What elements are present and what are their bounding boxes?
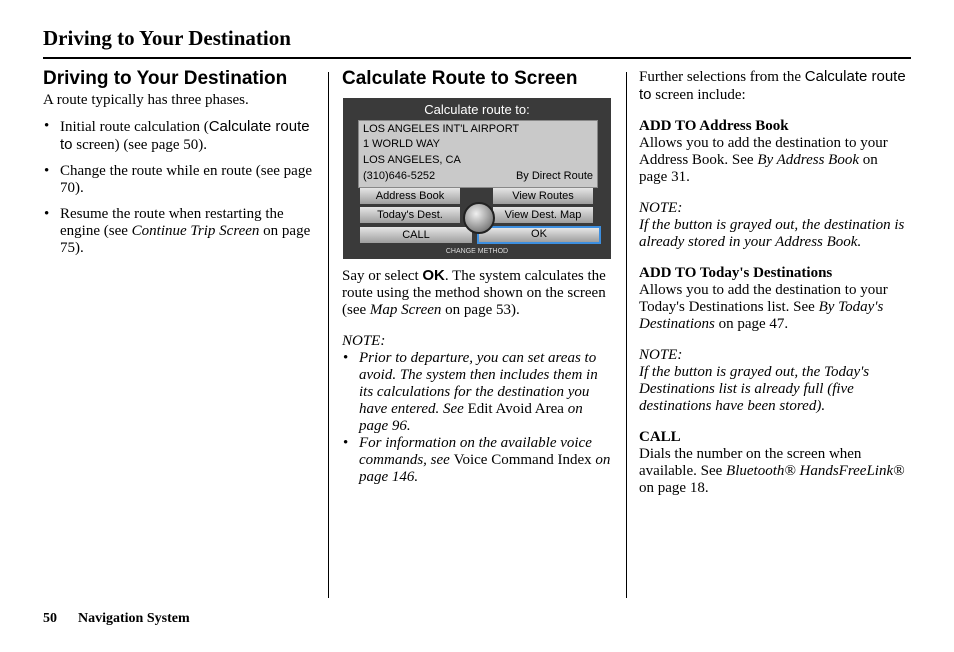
note-1-text-a: Prior to departure, you can set areas to avoid. The system then includes them in its calculations for the destination you have entered. See: [359, 350, 598, 417]
bluetooth-link: Bluetooth® HandsFreeLink®: [726, 463, 905, 479]
edit-avoid-area-link: Edit Avoid Area: [467, 401, 564, 417]
note-label-1: NOTE:: [639, 200, 683, 216]
note-bullet-voice: • For information on the available voice commands, see Voice Command Index on page 146.: [343, 435, 611, 485]
column-2: [342, 68, 614, 92]
column-1: [43, 68, 318, 257]
title-rule: [43, 57, 911, 59]
note-1-text-c: on page 96.: [359, 401, 583, 434]
further-text-b: screen include:: [651, 87, 746, 103]
screen-ok-button: OK: [477, 226, 601, 244]
calc-text-a: Say or select: [342, 268, 423, 284]
screen-title: Calculate route to:: [424, 102, 530, 117]
bullet-1-text-a: Initial route calculation (: [60, 119, 209, 135]
calc-text-c: on page 53).: [441, 302, 520, 318]
add-book-text-a: Allows you to add the destination to your Address Book. See: [639, 135, 888, 168]
note-2-text: If the button is grayed out, the Today's Destinations list is already full (five destinations have been stored).: [639, 364, 870, 414]
add-book-text-b: on page 31.: [639, 152, 878, 185]
map-screen-link: Map Screen: [369, 302, 442, 318]
screen-change-method: CHANGE METHOD: [445, 248, 509, 255]
column-divider-2: [626, 72, 627, 598]
further-screen-name: Calculate route to: [639, 68, 906, 103]
by-address-book-link: By Address Book: [757, 152, 859, 168]
bullet-1-screen-name: Calculate route to: [60, 118, 310, 153]
screen-add-address-book-button: Address Book: [360, 188, 460, 204]
screen-destination-panel: [358, 120, 598, 188]
heading-add-today-dest: ADD TO Today's Destinations: [639, 265, 833, 281]
page-number: 50: [43, 611, 57, 626]
add-today-dest-text: [639, 282, 909, 333]
further-selections-text: [639, 68, 909, 104]
bullet-1-text-b: screen) (see page 50).: [72, 137, 208, 153]
screen-dest-name: LOS ANGELES INT'L AIRPORT: [363, 123, 520, 135]
bullet-resume-route: • Resume the route when restarting the engine (see Continue Trip Screen on page 75).: [44, 206, 311, 256]
column-2-body: [342, 267, 614, 486]
add-address-book-text: [639, 135, 909, 186]
heading-call: CALL: [639, 429, 681, 445]
screen-call-button: CALL: [360, 227, 472, 243]
note-label-col2: NOTE:: [342, 333, 386, 349]
ok-label: OK: [422, 267, 445, 284]
screen-dest-city: LOS ANGELES, CA: [363, 154, 461, 166]
bullet-3-text-b: on page 75).: [60, 223, 311, 256]
page-title: Driving to Your Destination: [43, 26, 291, 50]
bullet-3-text-a: Resume the route when restarting the engine (see: [60, 206, 284, 239]
section-heading-calculate: Calculate Route to Screen: [342, 68, 578, 89]
note-2-text-a: For information on the available voice commands, see: [359, 435, 592, 468]
footer-label: Navigation System: [78, 611, 190, 626]
intro-text: A route typically has three phases.: [43, 92, 249, 108]
screen-dest-street: 1 WORLD WAY: [363, 138, 441, 150]
bullet-change-route: • Change the route while en route (see page 70).: [44, 163, 312, 196]
note-bullet-avoid: • Prior to departure, you can set areas to avoid. The system then includes them in its calculations for the destination you have entered. See Edit Avoid Area on page 96.: [343, 350, 598, 434]
bullet-initial-route: • Initial route calculation (Calculate route to screen) (see page 50).: [44, 118, 310, 153]
voice-index-link: Voice Command Index: [453, 452, 592, 468]
screen-dest-phone: (310)646-5252: [363, 170, 436, 182]
screen-route-method: By Direct Route: [515, 170, 593, 182]
bullet-2-text: Change the route while en route (see page 70).: [60, 163, 312, 196]
screen-add-today-dest-button: Today's Dest.: [360, 207, 460, 223]
call-text-b: on page 18.: [639, 480, 709, 496]
screen-view-routes-button: View Routes: [493, 188, 593, 204]
heading-add-address-book: ADD TO Address Book: [639, 118, 789, 134]
section-heading-driving: Driving to Your Destination: [43, 68, 288, 89]
add-today-text-a: Allows you to add the destination to your Today's Destinations list. See: [639, 282, 888, 315]
joystick-knob-icon: [463, 202, 495, 234]
calculate-route-screen-image: [343, 98, 611, 259]
screen-view-dest-map-button: View Dest. Map: [493, 207, 593, 223]
note-label-2: NOTE:: [639, 347, 683, 363]
calculate-description: [342, 267, 614, 319]
note-2-text-c: on page 146.: [359, 452, 611, 485]
further-text-a: Further selections from the: [639, 69, 805, 85]
by-today-dest-link: By Today's Destinations: [639, 299, 884, 332]
calc-text-b: . The system calculates the route using the method shown on the screen (see: [342, 268, 606, 318]
call-text-a: Dials the number on the screen when available. See: [639, 446, 862, 479]
bullet-3-link: Continue Trip Screen: [131, 223, 260, 239]
add-today-text-b: on page 47.: [714, 316, 789, 332]
column-3: [639, 68, 909, 497]
note-1-text: If the button is grayed out, the destination is already stored in your Address Book.: [639, 217, 905, 250]
column-divider-1: [328, 72, 329, 598]
call-text: [639, 446, 909, 497]
